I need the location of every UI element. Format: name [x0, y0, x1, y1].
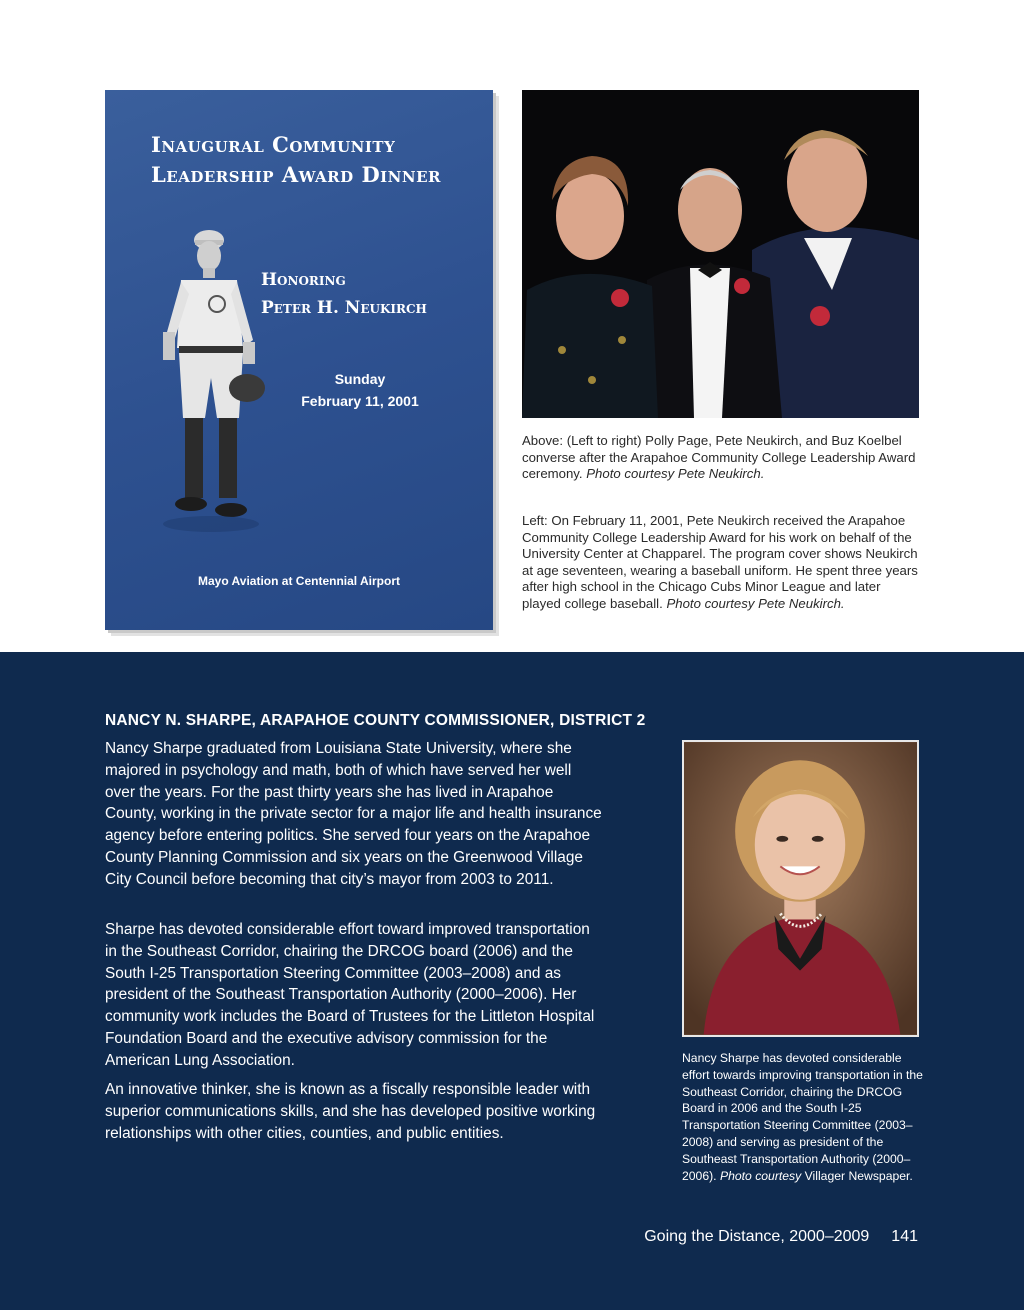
- nancy-sharpe-portrait: [682, 740, 919, 1037]
- body-paragraph-2: Sharpe has devoted considerable effort toward improved transportation in the Southeast Corridor, chairing the DRCOG board (2006) and the South I-25 Transportation Steering Committee (2003–2008) and as president of the Southeast Transportation Authority (2000–2006). Her community work includes the Board of Trustees for the Littleton Hospital Foundation Board and the executive advisory commission for the American Lung Association.: [105, 921, 595, 1069]
- program-honoring: Honoring Peter H. Neukirch: [261, 270, 427, 318]
- program-title: Inaugural Community Leadership Award Dinner: [151, 132, 442, 187]
- top-section: [0, 0, 1024, 652]
- section-heading: NANCY N. SHARPE, ARAPAHOE COUNTY COMMISSIONER, DISTRICT 2: [105, 712, 646, 729]
- body-paragraph-3: An innovative thinker, she is known as a fiscally responsible leader with superior communications skills, and she has developed positive working relationships with other cities, counties, and public entities.: [105, 1081, 596, 1142]
- baseball-player-figure: [151, 228, 271, 540]
- program-cover-image: [105, 90, 493, 630]
- body-paragraph-1: Nancy Sharpe graduated from Louisiana State University, where she majored in psychology and math, both of which have served her well over the years. For the past thirty years she has lived in Arapahoe County, working in the private sector for a major life and health insurance agency before entering politics. She served four years on the Arapahoe County Planning Commission and six years on the Greenwood Village City Council before becoming that city’s mayor from 2003 to 2011.: [105, 740, 602, 888]
- bottom-section: [0, 652, 1024, 1310]
- group-photo: [522, 90, 919, 418]
- caption-above: Above: (Left to right) Polly Page, Pete Neukirch, and Buz Koelbel converse after the Arapahoe Community College Leadership Award ceremony. Photo courtesy Pete Neukirch.: [522, 433, 916, 481]
- portrait-caption: Nancy Sharpe has devoted considerable effort towards improving transportation in the Southeast Corridor, chairing the DRCOG Board in 2006 and the South I-25 Transportation Steering Committee (2003–2008) and serving as president of the Southeast Transportation Authority (2000–2006). Photo courtesy Villager Newspaper.: [682, 1051, 923, 1183]
- footer-chapter-title: Going the Distance, 2000–2009: [644, 1228, 870, 1245]
- page-number: 141: [891, 1228, 918, 1245]
- page-footer: [0, 1228, 918, 1246]
- program-date: Sunday February 11, 2001: [301, 371, 419, 409]
- caption-left: Left: On February 11, 2001, Pete Neukirch received the Arapahoe Community College Leadership Award for his work on behalf of the University Center at Chapparel. The program cover shows Neukirch at age seventeen, wearing a baseball uniform. He spent three years after high school in the Chicago Cubs Minor League and later played college baseball. Photo courtesy Pete Neukirch.: [522, 513, 918, 611]
- program-venue: Mayo Aviation at Centennial Airport: [197, 574, 401, 588]
